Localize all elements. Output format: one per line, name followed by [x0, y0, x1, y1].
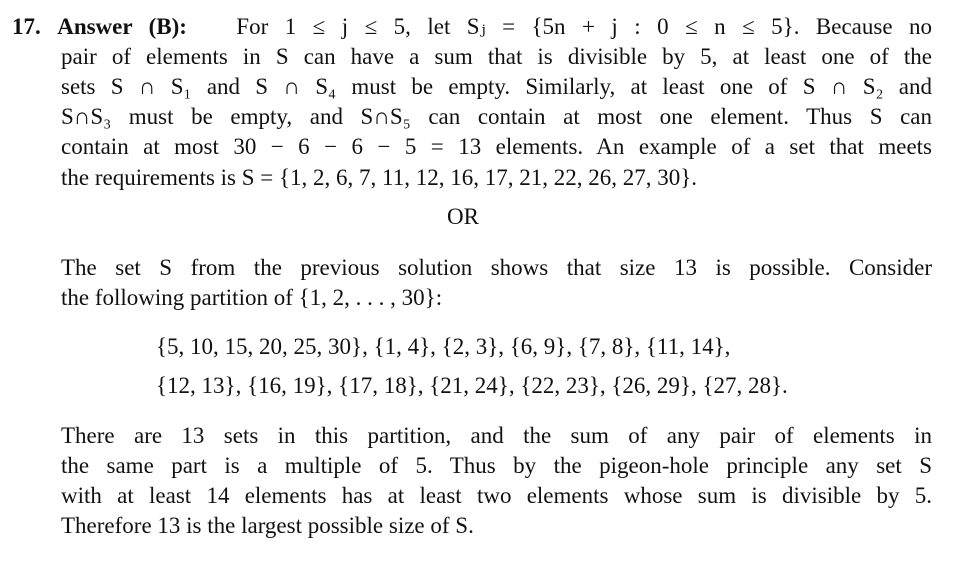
or-separator: OR — [447, 204, 479, 229]
para2-line2: the following partition of {1, 2, . . . , 30}: — [61, 285, 443, 310]
para1-line5: contain at most 30 − 6 − 6 − 5 = 13 elements. An example of a set that meets — [61, 134, 932, 159]
para1-line6: the requirements is S = {1, 2, 6, 7, 11, 12, 16, 17, 21, 22, 26, 27, 30}. — [61, 165, 697, 190]
partition-display-line2: {12, 13}, {16, 19}, {17, 18}, {21, 24}, {22, 23}, {26, 29}, {27, 28}. — [156, 373, 788, 398]
para3-line2: the same part is a multiple of 5. Thus by the pigeon-hole principle any set S — [61, 453, 932, 478]
solution-first-line — [12, 13, 932, 41]
para3-line3: with at least 14 elements has at least two elements whose sum is divisible by 5. — [61, 483, 932, 508]
problem-number: 17. — [12, 14, 41, 39]
para3-line4: Therefore 13 is the largest possible size of S. — [61, 513, 474, 538]
para3-line1: There are 13 sets in this partition, and the sum of any pair of elements in — [61, 423, 932, 448]
answer-label: Answer (B): — [57, 14, 187, 39]
para1-line1: For 1 ≤ j ≤ 5, let Sⱼ = {5n + j : 0 ≤ n ≤ 5}. Because no — [236, 14, 932, 39]
para2-line1: The set S from the previous solution shows that size 13 is possible. Consider — [61, 255, 932, 280]
partition-display-line1: {5, 10, 15, 20, 25, 30}, {1, 4}, {2, 3}, {6, 9}, {7, 8}, {11, 14}, — [156, 334, 731, 359]
para1-line3: sets S ∩ S₁ and S ∩ S₄ must be empty. Similarly, at least one of S ∩ S₂ and — [61, 74, 932, 99]
para1-line2: pair of elements in S can have a sum that is divisible by 5, at least one of the — [61, 44, 932, 69]
para1-line4: S∩S₃ must be empty, and S∩S₅ can contain at most one element. Thus S can — [61, 104, 932, 129]
